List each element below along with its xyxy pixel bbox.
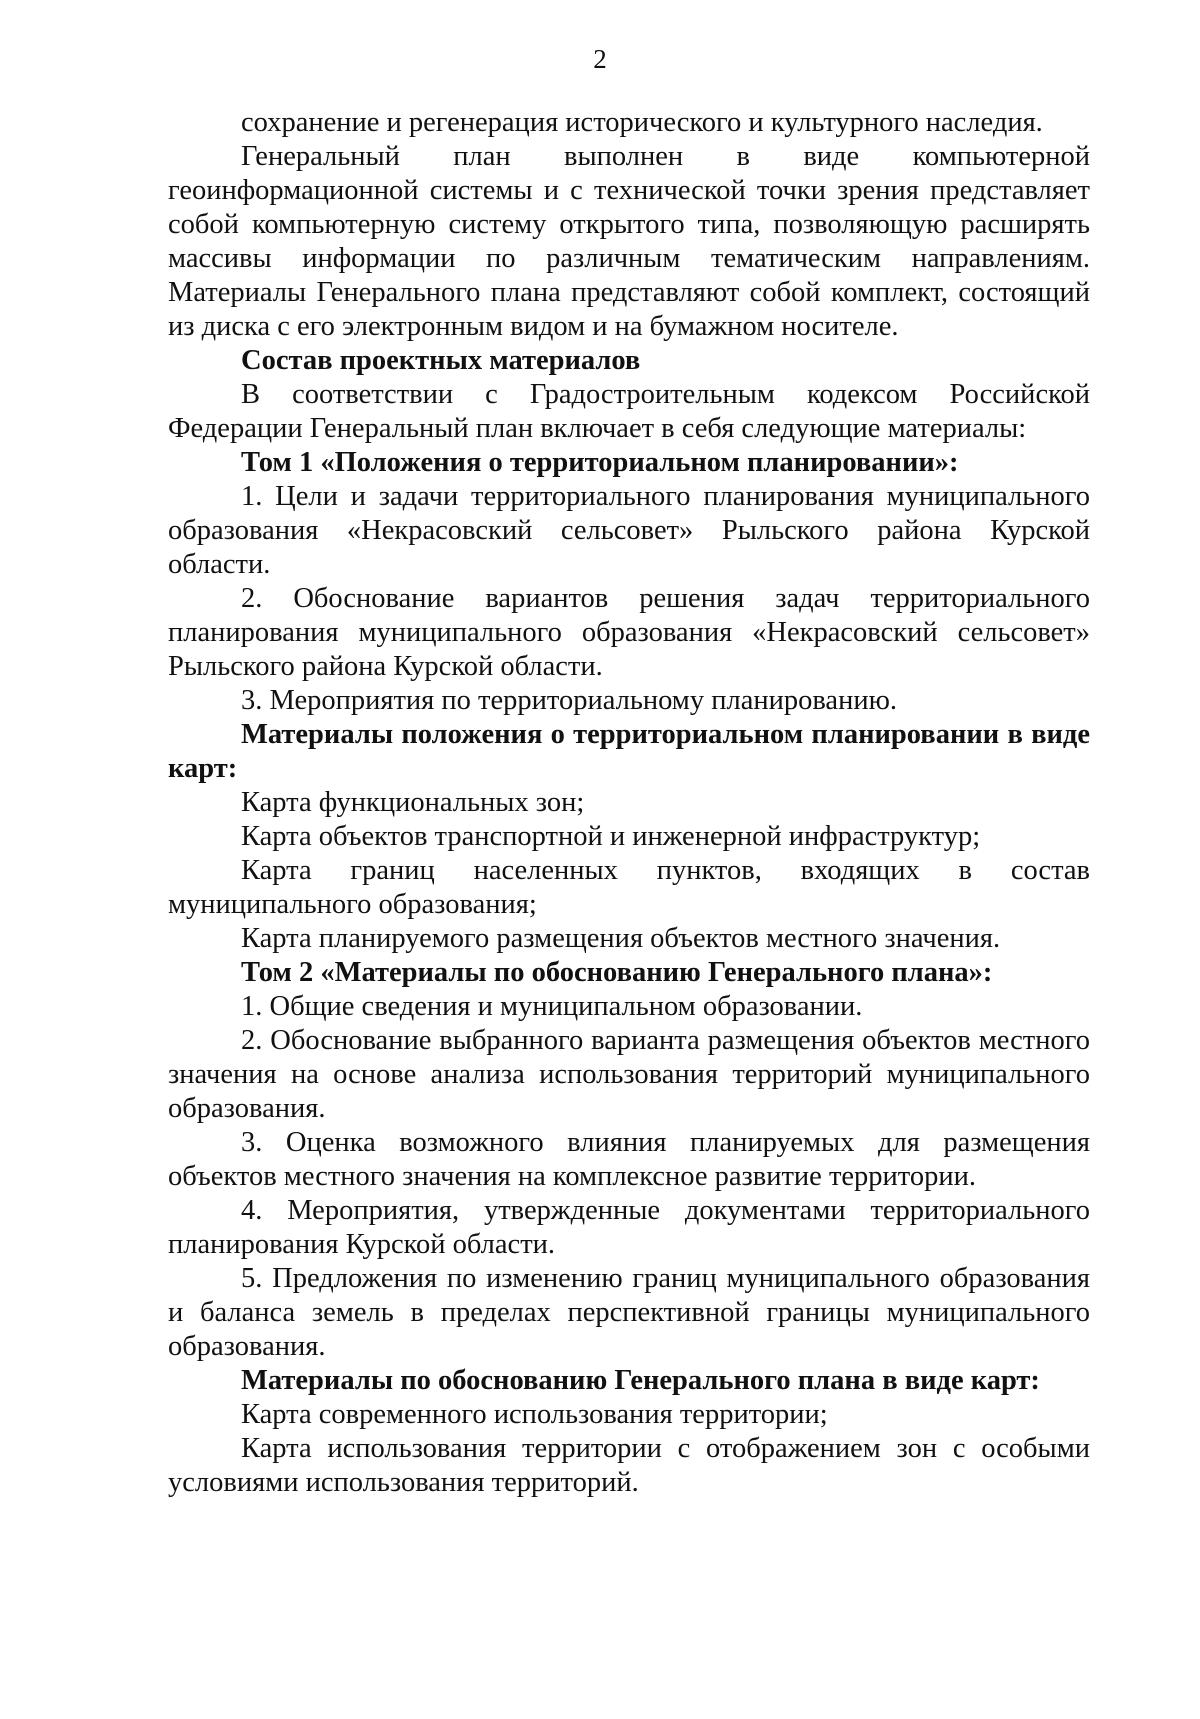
section-heading: Материалы положения о территориальном планировании в виде карт: xyxy=(168,719,1090,784)
section-heading: Том 1 «Положения о территориальном планировании»: xyxy=(241,447,959,478)
paragraph: В соответствии с Градостроительным кодексом Российской Федерации Генеральный план включает в себя следующие материалы: xyxy=(168,379,1090,444)
page-number: 2 xyxy=(593,44,607,74)
list-item: Карта современного использования территории; xyxy=(241,1399,828,1430)
section-heading: Состав проектных материалов xyxy=(241,345,641,376)
document-body xyxy=(168,106,1090,1500)
list-item: 1. Общие сведения и муниципальном образовании. xyxy=(241,991,863,1022)
list-item: Карта объектов транспортной и инженерной инфраструктур; xyxy=(241,821,981,852)
list-item: Карта границ населенных пунктов, входящих в состав муниципального образования; xyxy=(168,855,1090,920)
list-item: Карта использования территории с отображением зон с особыми условиями использования территорий. xyxy=(168,1433,1090,1498)
list-item: 5. Предложения по изменению границ муниципального образования и баланса земель в пределах перспективной границы муниципального образования. xyxy=(168,1263,1090,1362)
paragraph: Генеральный план выполнен в виде компьютерной геоинформационной системы и с технической точки зрения представляет собой компьютерную систему открытого типа, позволяющую расширять массивы информации по различным тематическим направлениям. Материалы Генерального плана представляют собой комплект, состоящий из диска с его электронным видом и на бумажном носителе. xyxy=(168,141,1090,342)
paragraph: сохранение и регенерация исторического и культурного наследия. xyxy=(241,107,1043,138)
list-item: Карта функциональных зон; xyxy=(241,787,585,818)
list-item: 2. Обоснование вариантов решения задач территориального планирования муниципального образования «Некрасовский сельсовет» Рыльского района Курской области. xyxy=(168,583,1090,682)
list-item: 4. Мероприятия, утвержденные документами территориального планирования Курской области. xyxy=(168,1195,1090,1260)
list-item: Карта планируемого размещения объектов местного значения. xyxy=(241,923,1001,954)
list-item: 2. Обоснование выбранного варианта размещения объектов местного значения на основе анализа использования территорий муниципального образования. xyxy=(168,1025,1090,1124)
list-item: 3. Мероприятия по территориальному планированию. xyxy=(241,685,898,716)
section-heading: Материалы по обоснованию Генерального плана в виде карт: xyxy=(241,1365,1040,1396)
section-heading: Том 2 «Материалы по обоснованию Генерального плана»: xyxy=(241,957,993,988)
list-item: 1. Цели и задачи территориального планирования муниципального образования «Некрасовский сельсовет» Рыльского района Курской области. xyxy=(168,481,1090,580)
list-item: 3. Оценка возможного влияния планируемых для размещения объектов местного значения на комплексное развитие территории. xyxy=(168,1127,1090,1192)
